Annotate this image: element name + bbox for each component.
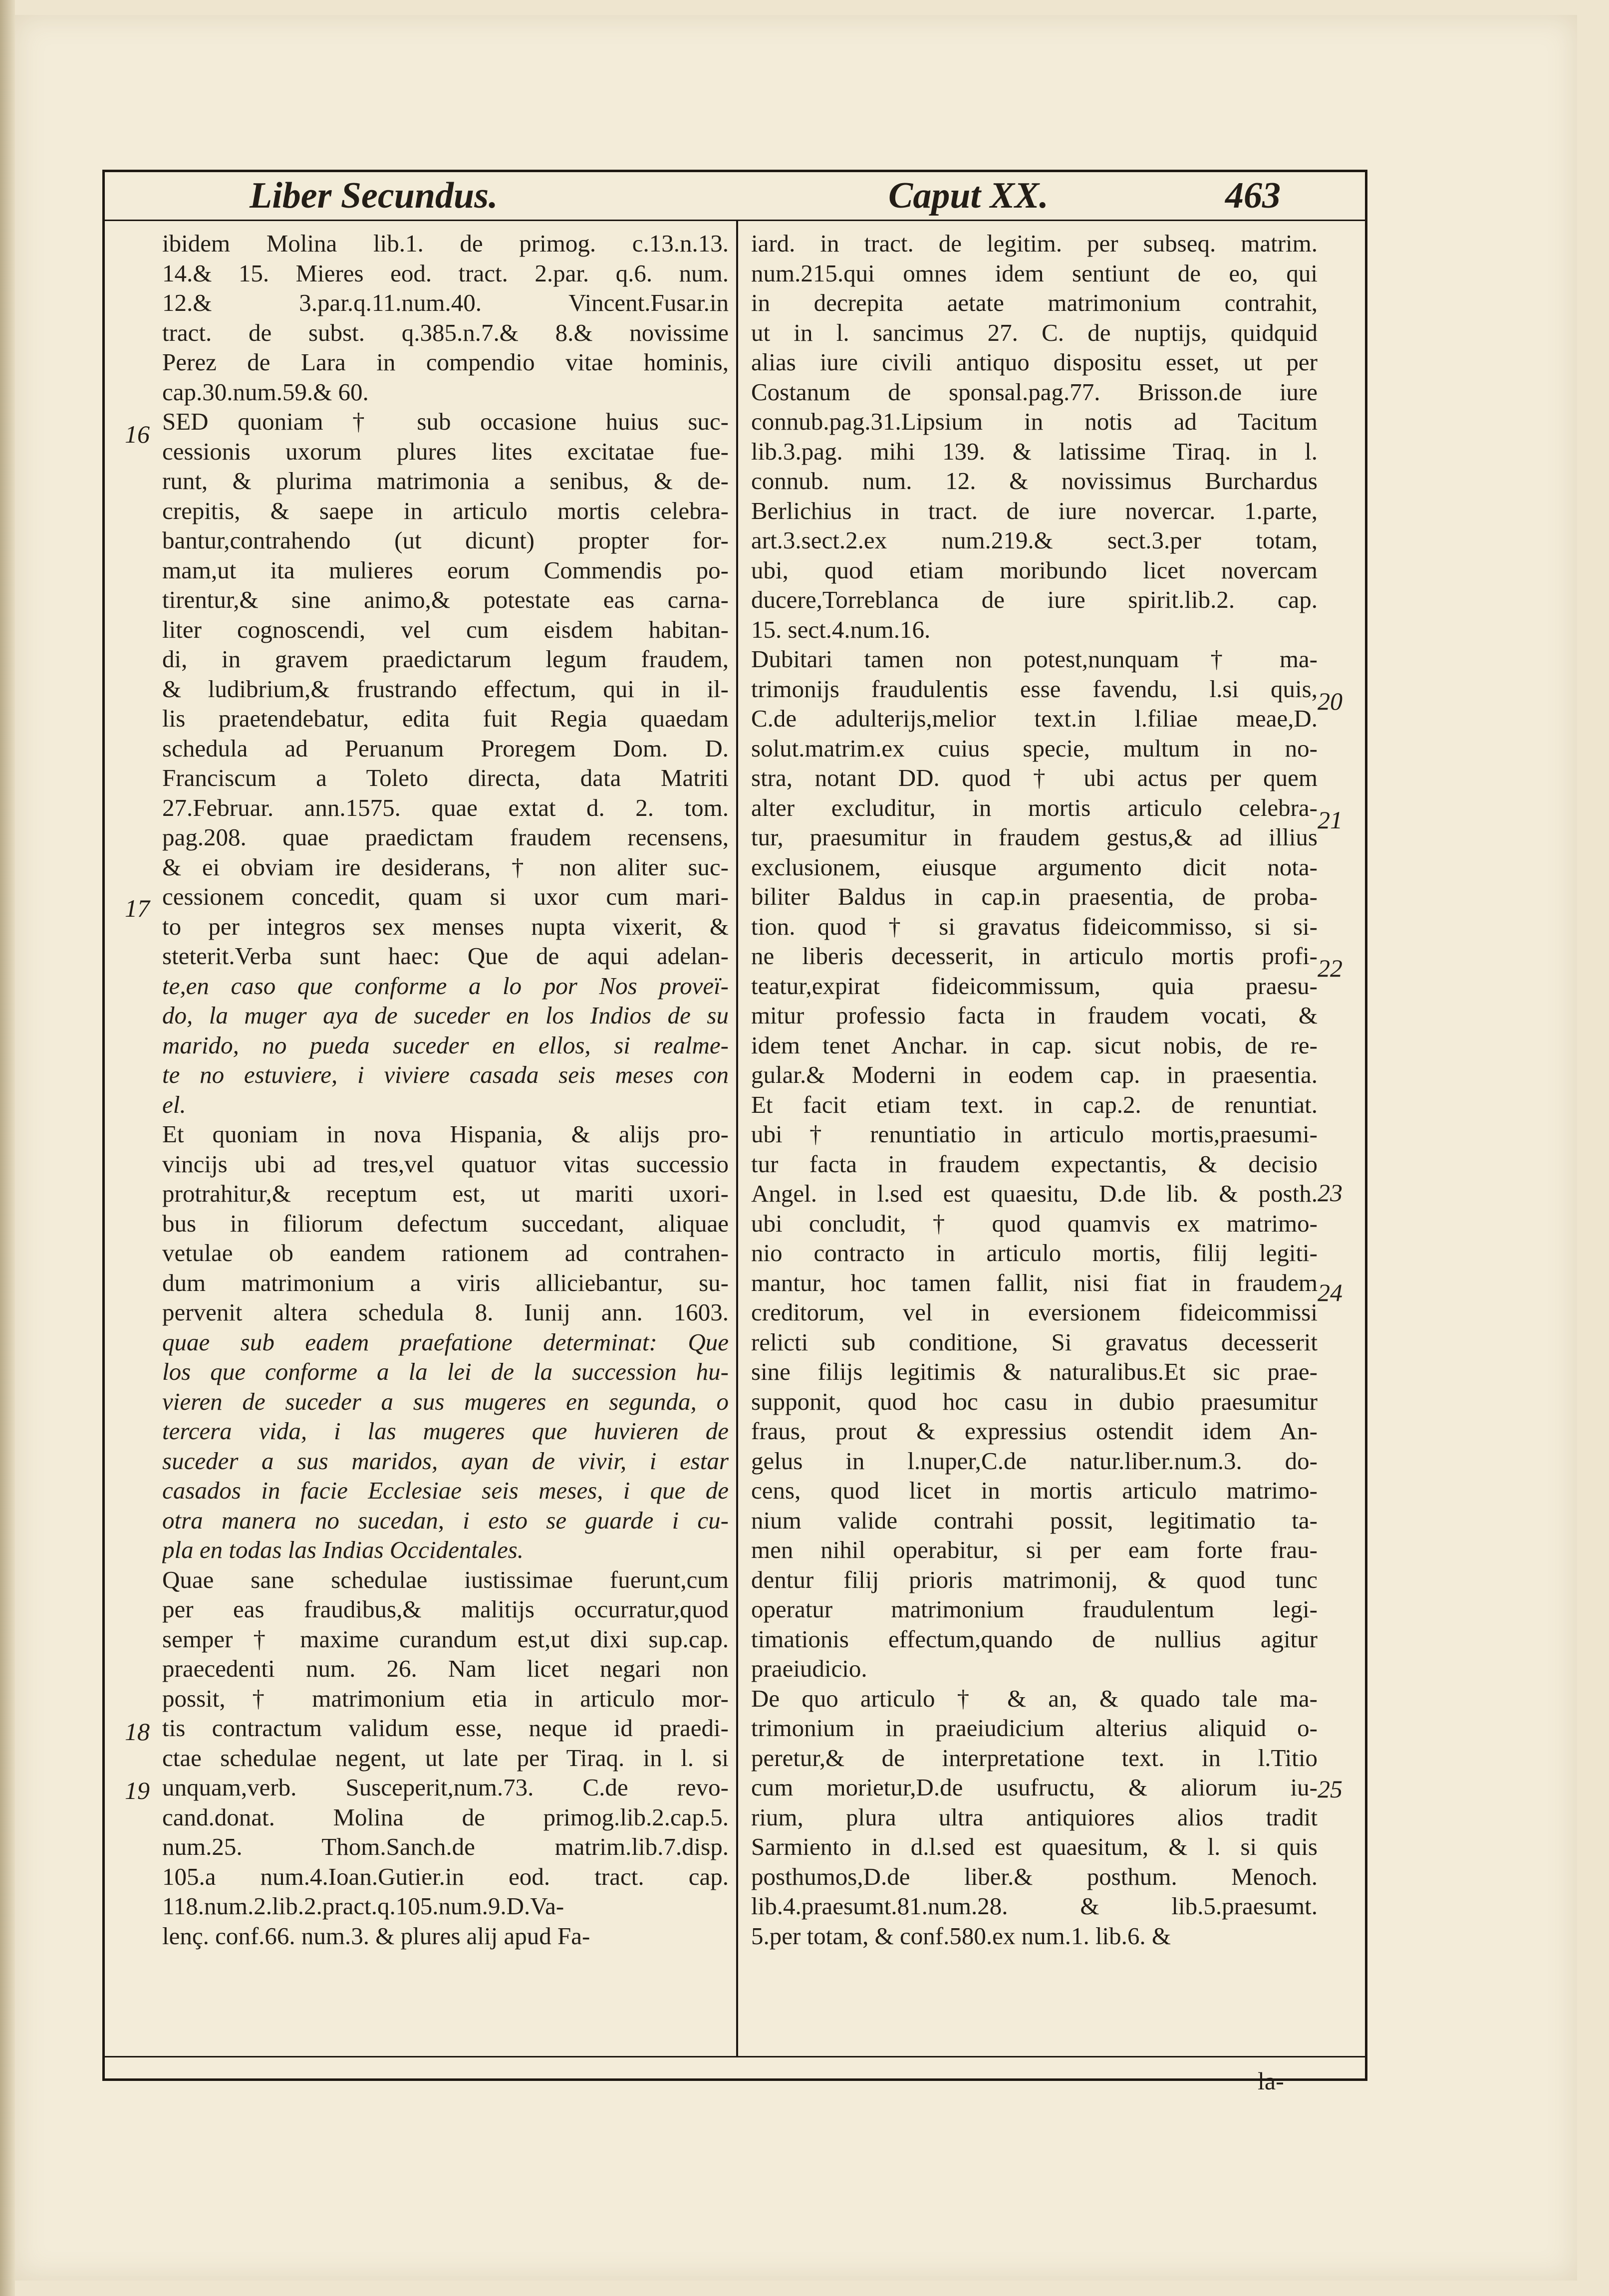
text-line: protrahitur,& receptum est, ut mariti uxori- xyxy=(162,1180,729,1207)
text-line: supponit, quod hoc casu in dubio praesumitur xyxy=(751,1387,1318,1415)
text-line: di, in gravem praedictarum legum fraudem, xyxy=(162,645,729,673)
text-line: alter excluditur, in mortis articulo celebra- xyxy=(751,793,1318,821)
text-line: creditorum, vel in eversionem fideicommissi xyxy=(751,1298,1318,1326)
text-line: bantur,contrahendo (ut dicunt) propter for- xyxy=(162,526,729,554)
text-line: Perez de Lara in compendio vitae hominis, xyxy=(162,348,729,376)
text-line: Sarmiento in d.l.sed est quaesitum, & l. si quis xyxy=(751,1833,1318,1860)
text-line: alias iure civili antiquo dispositu esset, ut per xyxy=(751,348,1318,376)
text-line: dum matrimonium a viris alliciebantur, su- xyxy=(162,1269,729,1296)
margin-number-17: 17 xyxy=(125,894,150,922)
text-line: marido, no pueda suceder en ellos, si realme- xyxy=(162,1031,729,1059)
text-line: operatur matrimonium fraudulentum legi- xyxy=(751,1595,1318,1623)
text-line: vieren de suceder a sus mugeres en segunda, o xyxy=(162,1387,729,1415)
text-line: num.25. Thom.Sanch.de matrim.lib.7.disp. xyxy=(162,1833,729,1860)
text-line: unquam,verb. Susceperit,num.73. C.de revo- xyxy=(162,1774,729,1801)
text-line: Berlichius in tract. de iure novercar. 1.parte, xyxy=(751,497,1318,524)
text-line: 27.Februar. ann.1575. quae extat d. 2. tom. xyxy=(162,793,729,821)
text-line: 12.& 3.par.q.11.num.40. Vincent.Fusar.in xyxy=(162,289,729,316)
text-line: iard. in tract. de legitim. per subseq. matrim. xyxy=(751,230,1318,257)
text-line: tion. quod † si gravatus fideicommisso, si si- xyxy=(751,912,1318,940)
text-line: cap.30.num.59.& 60. xyxy=(162,378,369,406)
header-rule xyxy=(102,220,1367,221)
margin-number-23: 23 xyxy=(1318,1179,1342,1207)
text-line: semper † maxime curandum est,ut dixi sup.cap. xyxy=(162,1625,729,1653)
text-line: casados in facie Ecclesiae seis meses, i que de xyxy=(162,1477,729,1504)
text-line: quae sub eadem praefatione determinat: Que xyxy=(162,1328,729,1356)
text-line: te no estuviere, i viviere casada seis meses con xyxy=(162,1061,729,1088)
text-line: ut in l. sancimus 27. C. de nuptijs, quidquid xyxy=(751,318,1318,346)
text-line: 15. sect.4.num.16. xyxy=(751,615,931,643)
text-line: connub. num. 12. & novissimus Burchardus xyxy=(751,467,1318,495)
text-line: Dubitari tamen non potest,nunquam † ma- xyxy=(751,645,1318,673)
text-line: runt, & plurima matrimonia a senibus, & de- xyxy=(162,467,729,495)
text-line: gelus in l.nuper,C.de natur.liber.num.3. do- xyxy=(751,1447,1318,1475)
margin-number-24: 24 xyxy=(1318,1278,1342,1306)
text-line: art.3.sect.2.ex num.219.& sect.3.per totam, xyxy=(751,526,1318,554)
text-line: tis contractum validum esse, neque id praedi- xyxy=(162,1714,729,1742)
text-line: ubi † renuntiatio in articulo mortis,praesumi- xyxy=(751,1120,1318,1148)
text-line: cessionis uxorum plures lites excitatae fue- xyxy=(162,437,729,465)
text-line: ctae schedulae negent, ut late per Tiraq. in l. si xyxy=(162,1744,729,1772)
text-line: gular.& Moderni in eodem cap. in praesentia. xyxy=(751,1061,1318,1088)
text-line: lis praetendebatur, edita fuit Regia quaedam xyxy=(162,705,729,732)
text-line: 105.a num.4.Ioan.Gutier.in eod. tract. cap. xyxy=(162,1862,729,1890)
text-line: 14.& 15. Mieres eod. tract. 2.par. q.6. num. xyxy=(162,259,729,287)
text-line: bus in filiorum defectum succedant, aliquae xyxy=(162,1209,729,1237)
text-line: liter cognoscendi, vel cum eisdem habitan- xyxy=(162,615,729,643)
text-line: peretur,& de interpretatione text. in l.Titio xyxy=(751,1744,1318,1772)
text-line: per eas fraudibus,& malitijs occurratur,quod xyxy=(162,1595,729,1623)
text-line: cessionem concedit, quam si uxor cum mari- xyxy=(162,883,729,910)
text-line: cand.donat. Molina de primog.lib.2.cap.5. xyxy=(162,1803,729,1831)
text-line: Quae sane schedulae iustissimae fuerunt,cum xyxy=(162,1565,729,1593)
text-line: praeiudicio. xyxy=(751,1655,867,1682)
text-line: lib.4.praesumt.81.num.28. & lib.5.praesumt. xyxy=(751,1892,1318,1920)
margin-number-21: 21 xyxy=(1318,806,1342,834)
text-line: do, la muger aya de suceder en los Indios de su xyxy=(162,1002,729,1029)
text-line: te,en caso que conforme a lo por Nos proveï- xyxy=(162,972,729,1000)
text-line: in decrepita aetate matrimonium contrahit, xyxy=(751,289,1318,316)
text-line: pla en todas las Indias Occidentales. xyxy=(162,1536,524,1563)
text-line: tur, praesumitur in fraudem gestus,& ad illius xyxy=(751,823,1318,851)
right-text-column xyxy=(751,229,1318,1951)
text-line: sine filijs legitimis & naturalibus.Et sic prae- xyxy=(751,1358,1318,1385)
text-line: schedula ad Peruanum Proregem Dom. D. xyxy=(162,734,729,762)
text-line: ibidem Molina lib.1. de primog. c.13.n.13. xyxy=(162,230,729,257)
text-line: solut.matrim.ex cuius specie, multum in no- xyxy=(751,734,1318,762)
catchword: la- xyxy=(1258,2067,1284,2095)
text-line: ubi concludit, † quod quamvis ex matrimo- xyxy=(751,1209,1318,1237)
text-line: ne liberis decesserit, in articulo mortis profi- xyxy=(751,942,1318,970)
text-line: teatur,expirat fideicommissum, quia praesu- xyxy=(751,972,1318,1000)
text-line: nio contracto in articulo mortis, filij legiti- xyxy=(751,1239,1318,1267)
text-line: dentur filij prioris matrimonij, & quod tunc xyxy=(751,1565,1318,1593)
text-line: relicti sub conditione, Si gravatus decesserit xyxy=(751,1328,1318,1356)
text-line: mitur professio facta in fraudem vocati, & xyxy=(751,1002,1318,1029)
text-line: tract. de subst. q.385.n.7.& 8.& novissime xyxy=(162,318,729,346)
text-line: cum morietur,D.de usufructu, & aliorum iu- xyxy=(751,1774,1318,1801)
text-line: tur facta in fraudem expectantis, & decisio xyxy=(751,1150,1318,1178)
margin-number-18: 18 xyxy=(125,1718,150,1746)
text-line: otra manera no sucedan, i esto se guarde i cu- xyxy=(162,1506,729,1534)
text-line: biliter Baldus in cap.in praesentia, de proba- xyxy=(751,883,1318,910)
text-line: nium valide contrahi possit, legitimatio ta- xyxy=(751,1506,1318,1534)
text-line: tercera vida, i las mugeres que huvieren de xyxy=(162,1417,729,1445)
text-line: De quo articulo † & an, & quado tale ma- xyxy=(751,1684,1318,1712)
text-line: vetulae ob eandem rationem ad contrahen- xyxy=(162,1239,729,1267)
running-head-left: Liber Secundus. xyxy=(250,175,498,216)
text-line: Franciscum a Toleto directa, data Matriti xyxy=(162,764,729,791)
text-line: los que conforme a la lei de la succession hu- xyxy=(162,1358,729,1385)
margin-number-20: 20 xyxy=(1318,687,1342,715)
running-head-chapter: Caput XX. xyxy=(888,175,1049,216)
text-line: rium, plura ultra antiquiores alios tradit xyxy=(751,1803,1318,1831)
text-line: el. xyxy=(162,1090,186,1118)
text-line: num.215.qui omnes idem sentiunt de eo, qui xyxy=(751,259,1318,287)
text-line: praecedenti num. 26. Nam licet negari non xyxy=(162,1655,729,1682)
left-text-column xyxy=(162,229,729,1951)
text-line: vincijs ubi ad tres,vel quatuor vitas successio xyxy=(162,1150,729,1178)
text-line: Angel. in l.sed est quaesitu, D.de lib. & posth. xyxy=(751,1180,1318,1207)
text-line: to per integros sex menses nupta vixerit, & xyxy=(162,912,729,940)
text-line: suceder a sus maridos, ayan de vivir, i estar xyxy=(162,1447,729,1475)
margin-number-22: 22 xyxy=(1318,954,1342,982)
text-line: fraus, prout & expressius ostendit idem An- xyxy=(751,1417,1318,1445)
text-line: Et facit etiam text. in cap.2. de renuntiat. xyxy=(751,1090,1318,1118)
text-line: & ludibrium,& frustrando effectum, qui in il- xyxy=(162,675,729,703)
text-line: ducere,Torreblanca de iure spirit.lib.2. cap. xyxy=(751,586,1318,613)
text-line: possit, † matrimonium etia in articulo mor- xyxy=(162,1684,729,1712)
text-line: stra, notant DD. quod † ubi actus per quem xyxy=(751,764,1318,791)
text-line: ubi, quod etiam moribundo licet novercam xyxy=(751,556,1318,584)
text-line: trimonium in praeiudicium alterius aliquid o- xyxy=(751,1714,1318,1742)
footer-rule xyxy=(102,2056,1367,2057)
text-line: Et quoniam in nova Hispania, & alijs pro- xyxy=(162,1120,729,1148)
text-line: posthumos,D.de liber.& posthum. Menoch. xyxy=(751,1862,1318,1890)
text-line: mam,ut ita mulieres eorum Commendis po- xyxy=(162,556,729,584)
text-line: idem tenet Anchar. in cap. sicut nobis, de re- xyxy=(751,1031,1318,1059)
margin-number-19: 19 xyxy=(125,1777,150,1804)
book-spine-shadow xyxy=(0,0,15,2296)
text-line: & ei obviam ire desiderans, † non aliter suc- xyxy=(162,853,729,881)
text-line: SED quoniam † sub occasione huius suc- xyxy=(162,408,729,435)
text-line: trimonijs fraudulentis esse favendu, l.si quis, xyxy=(751,675,1318,703)
page-number: 463 xyxy=(1225,175,1281,216)
margin-number-25: 25 xyxy=(1318,1775,1342,1803)
column-divider xyxy=(736,220,738,2056)
text-line: pervenit altera schedula 8. Iunij ann. 1603. xyxy=(162,1298,729,1326)
text-line: steterit.Verba sunt haec: Que de aqui adelan- xyxy=(162,942,729,970)
text-line: tirentur,& sine animo,& potestate eas carna- xyxy=(162,586,729,613)
text-line: lib.3.pag. mihi 139. & latissime Tiraq. in l. xyxy=(751,437,1318,465)
text-line: 5.per totam, & conf.580.ex num.1. lib.6. & xyxy=(751,1922,1171,1950)
text-line: mantur, hoc tamen fallit, nisi fiat in fraudem xyxy=(751,1269,1318,1296)
text-line: lenç. conf.66. num.3. & plures alij apud Fa- xyxy=(162,1922,590,1950)
text-line: exclusionem, eiusque argumento dicit nota- xyxy=(751,853,1318,881)
text-line: crepitis, & saepe in articulo mortis celebra- xyxy=(162,497,729,524)
text-line: Costanum de sponsal.pag.77. Brisson.de iure xyxy=(751,378,1318,406)
text-line: C.de adulterijs,melior text.in l.filiae meae,D. xyxy=(751,705,1318,732)
text-line: men nihil operabitur, si per eam forte frau- xyxy=(751,1536,1318,1563)
text-line: timationis effectum,quando de nullius agitur xyxy=(751,1625,1318,1653)
text-line: 118.num.2.lib.2.pract.q.105.num.9.D.Va- xyxy=(162,1892,564,1920)
text-line: cens, quod licet in mortis articulo matrimo- xyxy=(751,1477,1318,1504)
text-line: connub.pag.31.Lipsium in notis ad Tacitum xyxy=(751,408,1318,435)
text-line: pag.208. quae praedictam fraudem recensens, xyxy=(162,823,729,851)
margin-number-16: 16 xyxy=(125,420,150,448)
